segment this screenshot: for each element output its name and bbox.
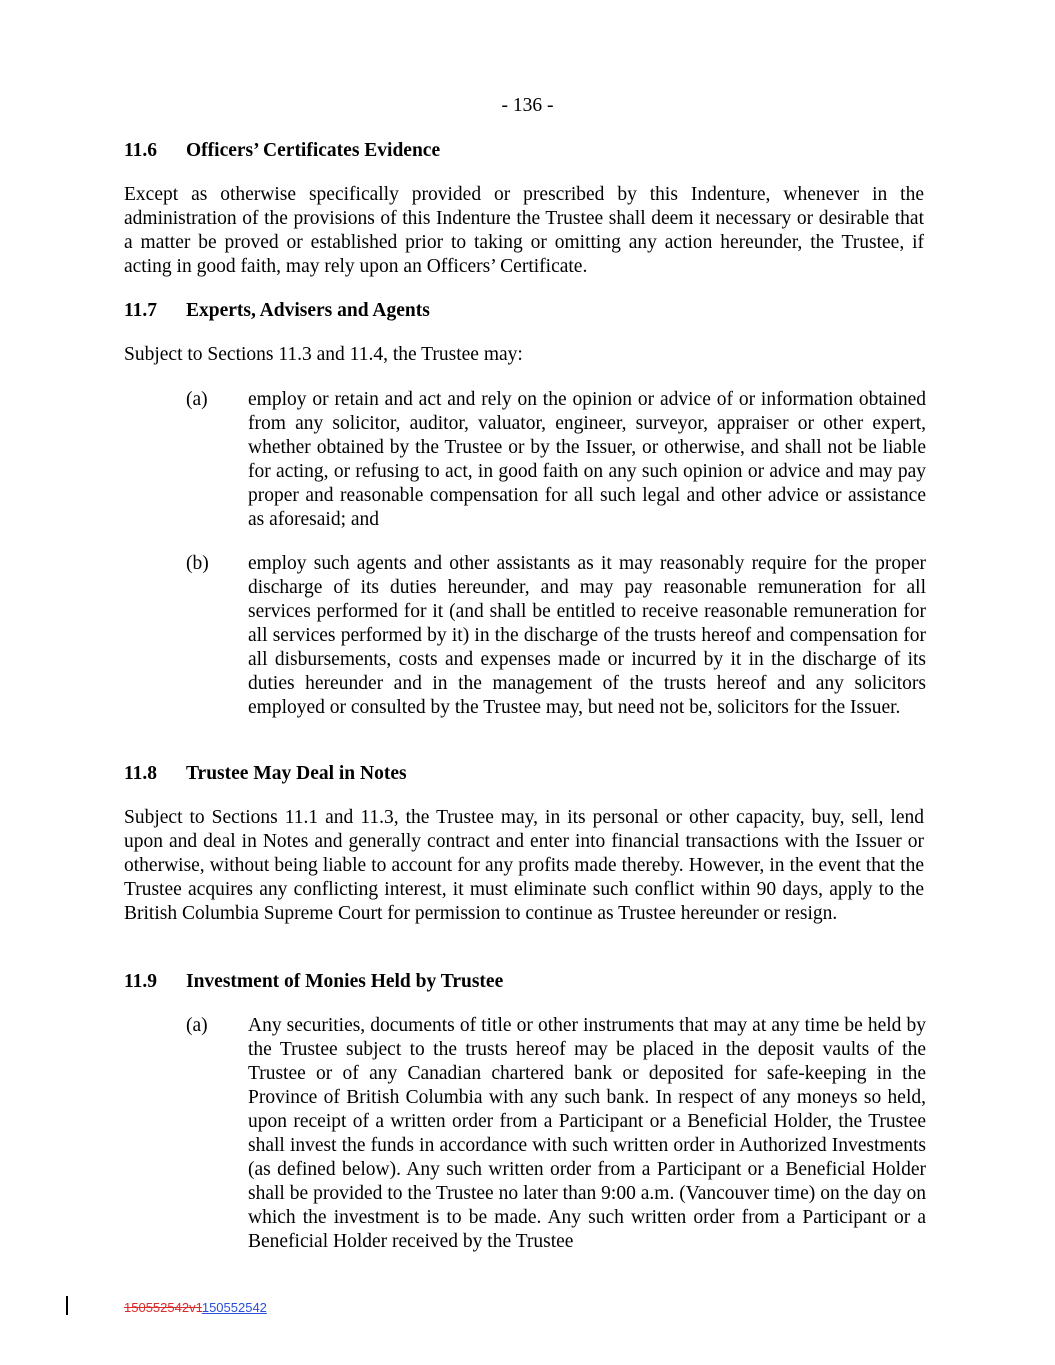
section-title: Investment of Monies Held by Trustee bbox=[186, 971, 504, 992]
list-item-text: Any securities, documents of title or other instruments that may at any time be held by the Trustee subject to the trusts hereof may be placed in the deposit vaults of the Trustee or of any Canadian chartered bank or deposited for safe-keeping in the Province of British Columbia with any such bank. In respect of any moneys so held, upon receipt of a written order from a Participant or a Beneficial Holder, the Trustee shall invest the funds in accordance with such written order in Authorized Investments (as defined below). Any such written order from a Participant or a Beneficial Holder shall be provided to the Trustee no later than 9:00 a.m. (Vancouver time) on the day on which the investment is to be made. Any such written order from a Participant or a Beneficial Holder received by the Trustee bbox=[248, 1015, 926, 1252]
section-heading-11-6 bbox=[124, 139, 440, 163]
list-item-label: (b) bbox=[186, 553, 209, 574]
page-number: - 136 - bbox=[501, 95, 554, 116]
list-item-11-9-a bbox=[186, 1014, 926, 1254]
list-item-label: (a) bbox=[186, 1015, 208, 1036]
section-number: 11.9 bbox=[124, 971, 158, 992]
section-title: Officers’ Certificates Evidence bbox=[186, 140, 441, 161]
section-heading-11-7 bbox=[124, 299, 430, 323]
list-item-11-7-a bbox=[186, 388, 926, 532]
section-heading-11-9 bbox=[124, 970, 503, 994]
document-id-footer bbox=[124, 1300, 267, 1316]
section-11-7-intro: Subject to Sections 11.3 and 11.4, the Trustee may: bbox=[124, 344, 523, 365]
section-number: 11.6 bbox=[124, 140, 158, 161]
section-11-8-body: Subject to Sections 11.1 and 11.3, the Trustee may, in its personal or other capacity, buy, sell, lend upon and deal in Notes and generally contract and enter into financial transactions with the Issuer or otherwise, without being liable to account for any profits made thereby. However, in the event that the Trustee acquires any conflicting interest, it must eliminate such conflict within 90 days, apply to the British Columbia Supreme Court for permission to continue as Trustee hereunder or resign. bbox=[124, 807, 924, 924]
section-number: 11.7 bbox=[124, 300, 158, 321]
list-item-label: (a) bbox=[186, 389, 208, 410]
section-title: Experts, Advisers and Agents bbox=[186, 300, 430, 321]
section-11-6-body: Except as otherwise specifically provided or prescribed by this Indenture, whenever in the administration of the provisions of this Indenture the Trustee shall deem it necessary or desirable that a matter be proved or established prior to taking or omitting any action hereunder, the Trustee, if acting in good faith, may rely upon an Officers’ Certificate. bbox=[124, 184, 924, 277]
change-bar bbox=[66, 1296, 68, 1315]
deleted-document-id: 150552542v1 bbox=[124, 1300, 202, 1315]
list-item-text: employ or retain and act and rely on the opinion or advice of or information obtained from any solicitor, auditor, valuator, engineer, surveyor, appraiser or other expert, whether obtained by the Trustee or by the Issuer, or otherwise, and shall not be liable for acting, or refusing to act, in good faith on any such opinion or advice and may pay proper and reasonable compensation for all such legal and other advice or assistance as aforesaid; and bbox=[248, 389, 926, 530]
section-heading-11-8 bbox=[124, 762, 407, 786]
list-item-text: employ such agents and other assistants as it may reasonably require for the proper discharge of its duties hereunder, and may pay reasonable remuneration for all services performed for it (and shall be entitled to receive reasonable remuneration for all services performed by it) in the discharge of the trusts hereof and compensation for all disbursements, costs and expenses made or incurred by it in the discharge of its duties hereunder and in the management of the trusts hereof and any solicitors employed or consulted by the Trustee may, but need not be, solicitors for the Issuer. bbox=[248, 553, 926, 718]
inserted-document-id: 150552542 bbox=[201, 1300, 267, 1315]
list-item-11-7-b bbox=[186, 552, 926, 720]
section-number: 11.8 bbox=[124, 763, 158, 784]
section-title: Trustee May Deal in Notes bbox=[186, 763, 407, 784]
